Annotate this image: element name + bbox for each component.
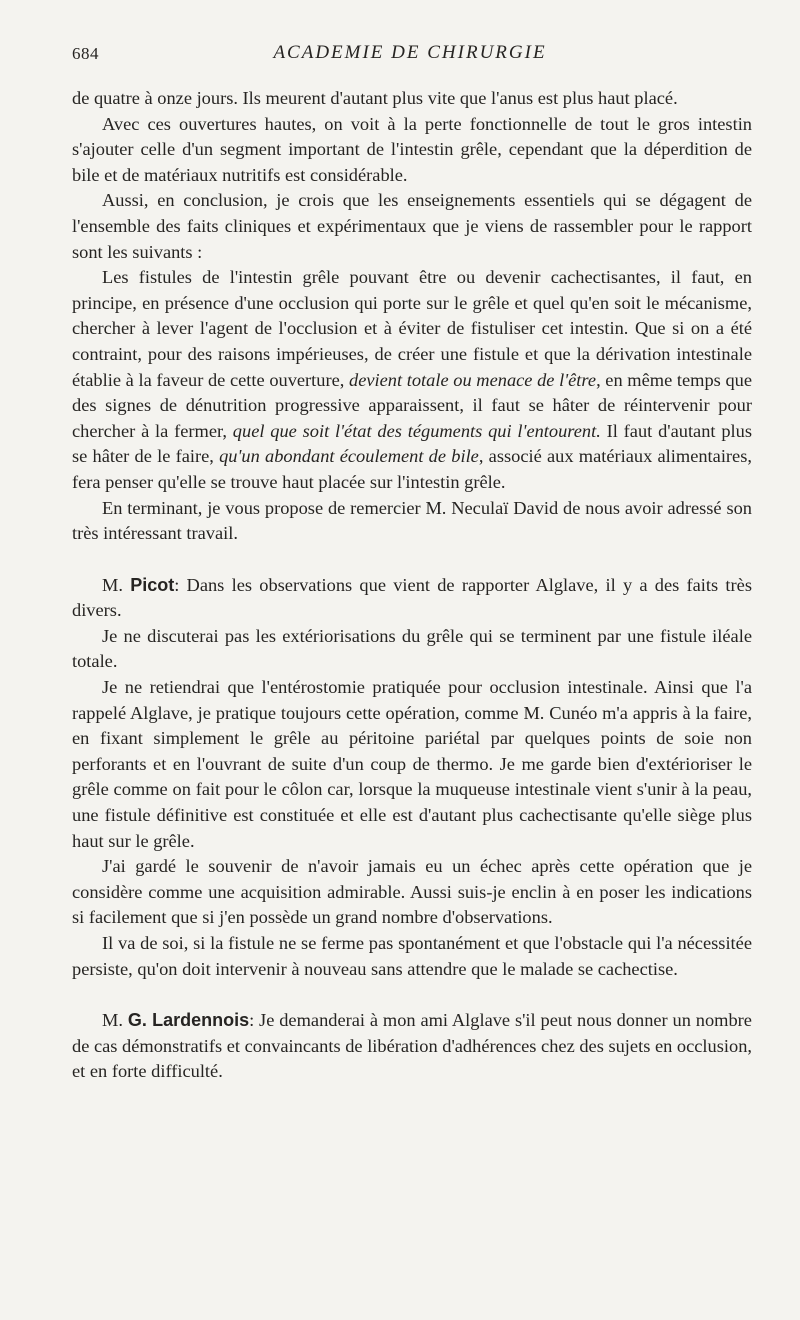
paragraph-lardennois (72, 1008, 752, 1085)
speaker-title: M. (102, 1010, 128, 1031)
body-text (72, 86, 752, 1085)
text-run: , associé aux matériaux alimentaires, fera penser qu'elle se trouve haut placée sur l'intestin grêle. (72, 446, 752, 492)
text-run: : Dans les observations que vient de rapporter Alglave, il y a des faits très divers. (72, 574, 752, 621)
text-run: Il faut d'autant plus se hâter de le faire, (72, 420, 752, 467)
paragraph-picot (72, 573, 752, 624)
text-run: : Je demanderai à mon ami Alglave s'il peut nous donner un nombre de cas démonstratifs et convaincants de libération d'adhérences chez des sujets en occlusion, et en forte difficulté. (72, 1010, 752, 1082)
speaker-title: M. (102, 574, 131, 595)
italic-run: devient totale ou menace de l'être (349, 369, 597, 390)
paragraph: Aussi, en conclusion, je crois que les enseignements essentiels qui se dégagent de l'ensemble des faits cliniques et expérimentaux que je viens de rassembler pour le rapport sont les suivants : (72, 190, 752, 262)
paragraph: J'ai gardé le souvenir de n'avoir jamais eu un échec après cette opération que je considère comme une acquisition admirable. Aussi suis-je enclin à en poser les indications si facilement que si j'en possède un grand nombre d'observations. (72, 856, 752, 928)
paragraph: En terminant, je vous propose de remercier M. Neculaï David de nous avoir adressé son très intéressant travail. (72, 497, 752, 544)
paragraph: Je ne discuterai pas les extériorisations du grêle qui se terminent par une fistule iléale totale. (72, 625, 752, 672)
paragraph: Il va de soi, si la fistule ne se ferme pas spontanément et que l'obstacle qui l'a nécessitée persiste, qu'on doit intervenir à nouveau sans attendre que le malade se cachectise. (72, 933, 752, 979)
text-run: Les fistules de l'intestin grêle pouvant être ou devenir cachectisantes, il faut, en principe, en présence d'une occlusion qui porte sur le grêle et quel qu'en soit le mécanisme, chercher à lever l'agent de l'occlusion et à éviter de fistuliser cet intestin. Que si on a été contraint, pour des raisons impérieuses, de créer une fistule et que la dérivation intestinale établie à la faveur de cette ouverture, (72, 267, 752, 390)
running-title: ACADEMIE DE CHIRURGIE (273, 42, 547, 63)
text-run: , en même temps que des signes de dénutrition progressive apparaissent, il faut se hâter de réintervenir pour chercher à la fermer, (72, 369, 752, 441)
paragraph-continuation: de quatre à onze jours. Ils meurent d'autant plus vite que l'anus est plus haut placé. (72, 88, 678, 108)
page-header (72, 40, 748, 70)
italic-run: qu'un abondant écoulement de bile (219, 446, 479, 467)
page-number: 684 (72, 44, 99, 63)
speaker-name: Picot (130, 574, 175, 595)
paragraph: Je ne retiendrai que l'entérostomie pratiquée pour occlusion intestinale. Ainsi que l'a rappelé Alglave, je pratique toujours cette opération, comme M. Cunéo m'a appris à la faire, en fixant simplement le grêle au péritoine pariétal par quelques points de soie non perforants et en l'ouvrant de suite d'un coup de thermo. Je me garde bien d'extérioriser le grêle comme on fait pour le côlon car, lorsque la muqueuse intestinale vient s'unir à la peau, une fistule définitive est constituée et elle est d'autant plus cachectisante qu'elle siège plus haut sur le grêle. (72, 677, 752, 851)
speaker-name: G. Lardennois (127, 1010, 250, 1031)
italic-run: quel que soit l'état des téguments qui l'entourent. (232, 420, 601, 441)
paragraph-conclusion (72, 265, 752, 495)
paragraph: Avec ces ouvertures hautes, on voit à la perte fonctionnelle de tout le gros intestin s'ajouter celle d'un segment important de l'intestin grêle, cependant que la déperdition de bile et de matériaux nutritifs est considérable. (72, 113, 752, 185)
